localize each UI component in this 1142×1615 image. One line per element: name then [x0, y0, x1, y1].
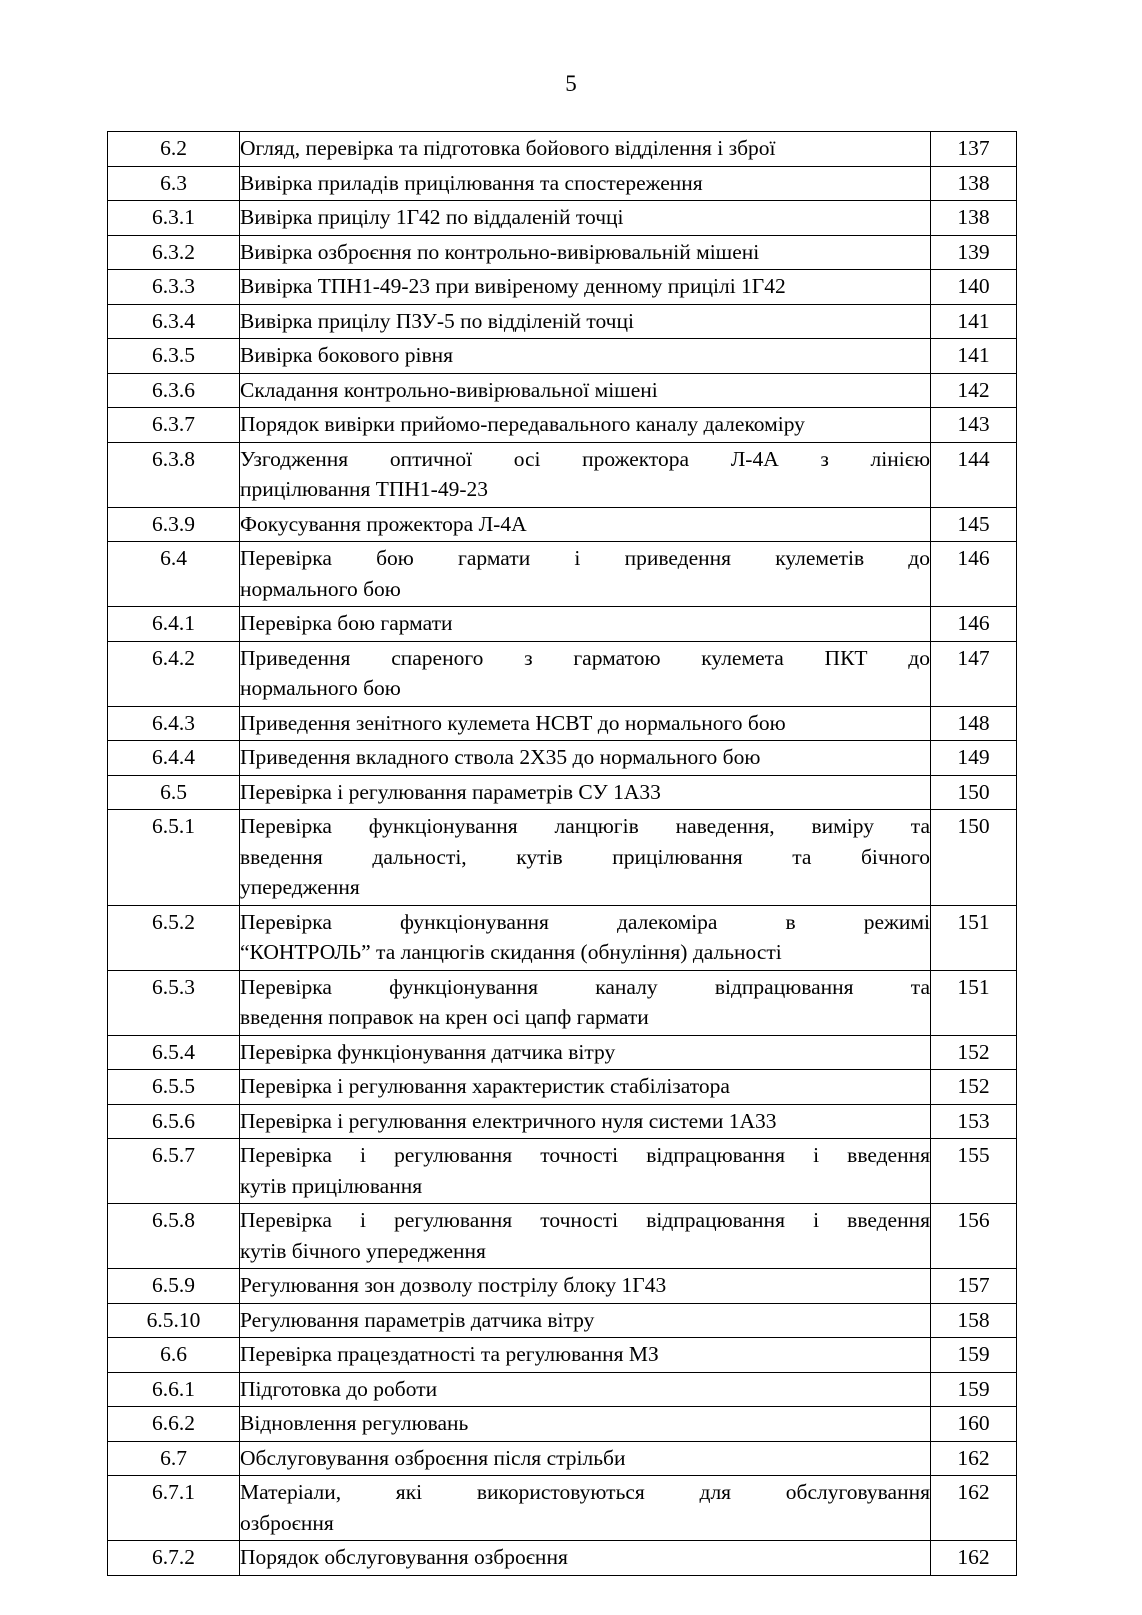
table-row: [108, 270, 1017, 305]
toc-section-number: 6.6.2: [108, 1407, 240, 1442]
toc-page-number: 142: [931, 373, 1017, 408]
table-row: [108, 607, 1017, 642]
toc-title-line: кутів прицілювання: [240, 1173, 423, 1198]
toc-section-number: 6.5.8: [108, 1204, 240, 1269]
toc-page-number: 146: [931, 542, 1017, 607]
toc-page-number: 148: [931, 706, 1017, 741]
toc-page-number: 143: [931, 408, 1017, 443]
toc-section-number: 6.3.6: [108, 373, 240, 408]
toc-section-number: 6.4: [108, 542, 240, 607]
toc-section-title: Вивірка ТПН1-49-23 при вивіреному денному прицілі 1Г42: [240, 270, 931, 305]
toc-section-number: 6.5: [108, 775, 240, 810]
toc-section-number: 6.5.10: [108, 1303, 240, 1338]
toc-section-number: 6.3.9: [108, 507, 240, 542]
toc-section-number: 6.4.2: [108, 641, 240, 706]
toc-section-title: Регулювання параметрів датчика вітру: [240, 1303, 931, 1338]
table-row: [108, 775, 1017, 810]
table-row: [108, 507, 1017, 542]
toc-section-title: Вивірка прицілу 1Г42 по віддаленій точці: [240, 201, 931, 236]
toc-section-title: Порядок вивірки прийомо-передавального каналу далекоміру: [240, 408, 931, 443]
toc-title-line: нормального бою: [240, 676, 401, 700]
table-row: [108, 1541, 1017, 1576]
toc-title-line: Перевірка бою гармати і приведення кулеметів до: [240, 546, 930, 570]
table-row: [108, 970, 1017, 1035]
toc-page-number: 149: [931, 741, 1017, 776]
table-row: [108, 1204, 1017, 1269]
table-row: [108, 166, 1017, 201]
table-row: [108, 1372, 1017, 1407]
toc-title-line: Перевірка функціонування далекоміра в режимі: [240, 909, 930, 934]
toc-title-line: Перевірка і регулювання точності відпрацювання і введення: [240, 1143, 930, 1167]
table-row: [108, 201, 1017, 236]
toc-table: [107, 131, 1017, 1576]
toc-section-title: Складання контрольно-вивірювальної мішені: [240, 373, 931, 408]
table-row: [108, 339, 1017, 374]
toc-page-number: 147: [931, 641, 1017, 706]
toc-section-number: 6.3.3: [108, 270, 240, 305]
toc-section-title: Перевірка функціонування датчика вітру: [240, 1035, 931, 1070]
toc-title-line: прицілювання ТПН1-49-23: [240, 477, 488, 501]
table-row: [108, 304, 1017, 339]
toc-page-number: 159: [931, 1338, 1017, 1373]
toc-section-number: 6.3.7: [108, 408, 240, 443]
toc-section-title: Приведення зенітного кулемета НСВТ до нормального бою: [240, 706, 931, 741]
toc-section-number: 6.3.5: [108, 339, 240, 374]
toc-title-line: введення дальності, кутів прицілювання та бічного: [240, 844, 930, 869]
table-row: [108, 132, 1017, 167]
toc-page-number: 150: [931, 775, 1017, 810]
toc-section-title: [240, 641, 931, 706]
toc-section-title: Перевірка працездатності та регулювання МЗ: [240, 1338, 931, 1373]
toc-section-number: 6.5.9: [108, 1269, 240, 1304]
table-row: [108, 1441, 1017, 1476]
toc-section-number: 6.3.1: [108, 201, 240, 236]
toc-section-title: Приведення вкладного ствола 2Х35 до нормального бою: [240, 741, 931, 776]
toc-section-number: 6.7.2: [108, 1541, 240, 1576]
toc-section-title: Підготовка до роботи: [240, 1372, 931, 1407]
toc-section-title: [240, 542, 931, 607]
toc-page-number: 144: [931, 442, 1017, 507]
table-row: [108, 1476, 1017, 1541]
toc-page-number: 138: [931, 166, 1017, 201]
toc-section-number: 6.5.5: [108, 1070, 240, 1105]
toc-section-title: Перевірка і регулювання параметрів СУ 1А33: [240, 775, 931, 810]
toc-title-line: упередження: [240, 875, 360, 899]
toc-section-number: 6.5.1: [108, 810, 240, 906]
toc-page-number: 139: [931, 235, 1017, 270]
toc-page-number: 151: [931, 905, 1017, 970]
table-row: [108, 1407, 1017, 1442]
toc-section-number: 6.3.4: [108, 304, 240, 339]
table-row: [108, 1269, 1017, 1304]
toc-section-number: 6.6.1: [108, 1372, 240, 1407]
toc-page-number: 162: [931, 1476, 1017, 1541]
table-row: [108, 235, 1017, 270]
toc-section-title: [240, 810, 931, 906]
page-number: 5: [565, 71, 577, 96]
toc-page-number: 159: [931, 1372, 1017, 1407]
table-row: [108, 1104, 1017, 1139]
toc-section-title: [240, 970, 931, 1035]
toc-section-title: Огляд, перевірка та підготовка бойового відділення і зброї: [240, 132, 931, 167]
table-row: [108, 741, 1017, 776]
toc-section-title: [240, 1139, 931, 1204]
table-row: [108, 1139, 1017, 1204]
toc-table-body: [108, 132, 1017, 1576]
toc-section-number: 6.4.4: [108, 741, 240, 776]
toc-title-line: Матеріали, які використовуються для обслуговування: [240, 1480, 930, 1504]
toc-page-number: 141: [931, 339, 1017, 374]
toc-section-number: 6.7: [108, 1441, 240, 1476]
toc-page-number: 138: [931, 201, 1017, 236]
toc-page-number: 150: [931, 810, 1017, 906]
toc-section-number: 6.6: [108, 1338, 240, 1373]
toc-section-number: 6.5.3: [108, 970, 240, 1035]
table-row: [108, 1070, 1017, 1105]
toc-section-number: 6.3: [108, 166, 240, 201]
toc-section-title: Вивірка приладів прицілювання та спостереження: [240, 166, 931, 201]
toc-page-number: 157: [931, 1269, 1017, 1304]
toc-page-number: 162: [931, 1541, 1017, 1576]
toc-section-number: 6.3.2: [108, 235, 240, 270]
toc-section-title: Перевірка бою гармати: [240, 607, 931, 642]
table-of-contents: [107, 131, 1013, 1576]
toc-section-title: [240, 1476, 931, 1541]
toc-page-number: 152: [931, 1035, 1017, 1070]
table-row: [108, 442, 1017, 507]
toc-title-line: введення поправок на крен осі цапф гармати: [240, 1005, 649, 1029]
toc-section-number: 6.7.1: [108, 1476, 240, 1541]
toc-title-line: озброєння: [240, 1510, 334, 1535]
toc-section-number: 6.4.3: [108, 706, 240, 741]
toc-page-number: 158: [931, 1303, 1017, 1338]
toc-page-number: 162: [931, 1441, 1017, 1476]
table-row: [108, 408, 1017, 443]
toc-page-number: 153: [931, 1104, 1017, 1139]
table-row: [108, 1303, 1017, 1338]
toc-page-number: 156: [931, 1204, 1017, 1269]
toc-section-title: Порядок обслуговування озброєння: [240, 1541, 931, 1576]
toc-section-number: 6.2: [108, 132, 240, 167]
toc-section-title: Вивірка прицілу ПЗУ-5 по відділеній точці: [240, 304, 931, 339]
toc-section-number: 6.4.1: [108, 607, 240, 642]
toc-title-line: кутів бічного упередження: [240, 1238, 486, 1263]
table-row: [108, 810, 1017, 906]
toc-section-number: 6.5.4: [108, 1035, 240, 1070]
toc-page-number: 145: [931, 507, 1017, 542]
toc-title-line: “КОНТРОЛЬ” та ланцюгів скидання (обнуління) дальності: [240, 940, 782, 964]
toc-section-title: Вивірка озброєння по контрольно-вивірювальній мішені: [240, 235, 931, 270]
toc-title-line: Перевірка і регулювання точності відпрацювання і введення: [240, 1208, 930, 1232]
table-row: [108, 905, 1017, 970]
toc-section-number: 6.5.6: [108, 1104, 240, 1139]
table-row: [108, 373, 1017, 408]
toc-section-title: Обслуговування озброєння після стрільби: [240, 1441, 931, 1476]
toc-page-number: 151: [931, 970, 1017, 1035]
toc-title-line: нормального бою: [240, 576, 401, 601]
toc-page-number: 137: [931, 132, 1017, 167]
toc-title-line: Приведення спареного з гарматою кулемета ПКТ до: [240, 645, 930, 670]
toc-page-number: 155: [931, 1139, 1017, 1204]
table-row: [108, 1035, 1017, 1070]
toc-title-line: Перевірка функціонування каналу відпрацювання та: [240, 974, 930, 999]
toc-page-number: 152: [931, 1070, 1017, 1105]
toc-section-title: Відновлення регулювань: [240, 1407, 931, 1442]
toc-section-title: Вивірка бокового рівня: [240, 339, 931, 374]
table-row: [108, 641, 1017, 706]
toc-section-number: 6.3.8: [108, 442, 240, 507]
toc-page-number: 146: [931, 607, 1017, 642]
toc-section-number: 6.5.7: [108, 1139, 240, 1204]
toc-section-title: [240, 1204, 931, 1269]
table-row: [108, 706, 1017, 741]
toc-section-number: 6.5.2: [108, 905, 240, 970]
toc-section-title: [240, 905, 931, 970]
toc-title-line: Узгодження оптичної осі прожектора Л-4А з лінією: [240, 446, 930, 471]
toc-page-number: 140: [931, 270, 1017, 305]
toc-section-title: Перевірка і регулювання характеристик стабілізатора: [240, 1070, 931, 1105]
toc-title-line: Перевірка функціонування ланцюгів наведення, виміру та: [240, 814, 930, 838]
table-row: [108, 1338, 1017, 1373]
toc-page-number: 141: [931, 304, 1017, 339]
toc-section-title: Фокусування прожектора Л-4А: [240, 507, 931, 542]
toc-page-number: 160: [931, 1407, 1017, 1442]
table-row: [108, 542, 1017, 607]
toc-section-title: [240, 442, 931, 507]
toc-section-title: Перевірка і регулювання електричного нуля системи 1А33: [240, 1104, 931, 1139]
toc-section-title: Регулювання зон дозволу пострілу блоку 1Г43: [240, 1269, 931, 1304]
